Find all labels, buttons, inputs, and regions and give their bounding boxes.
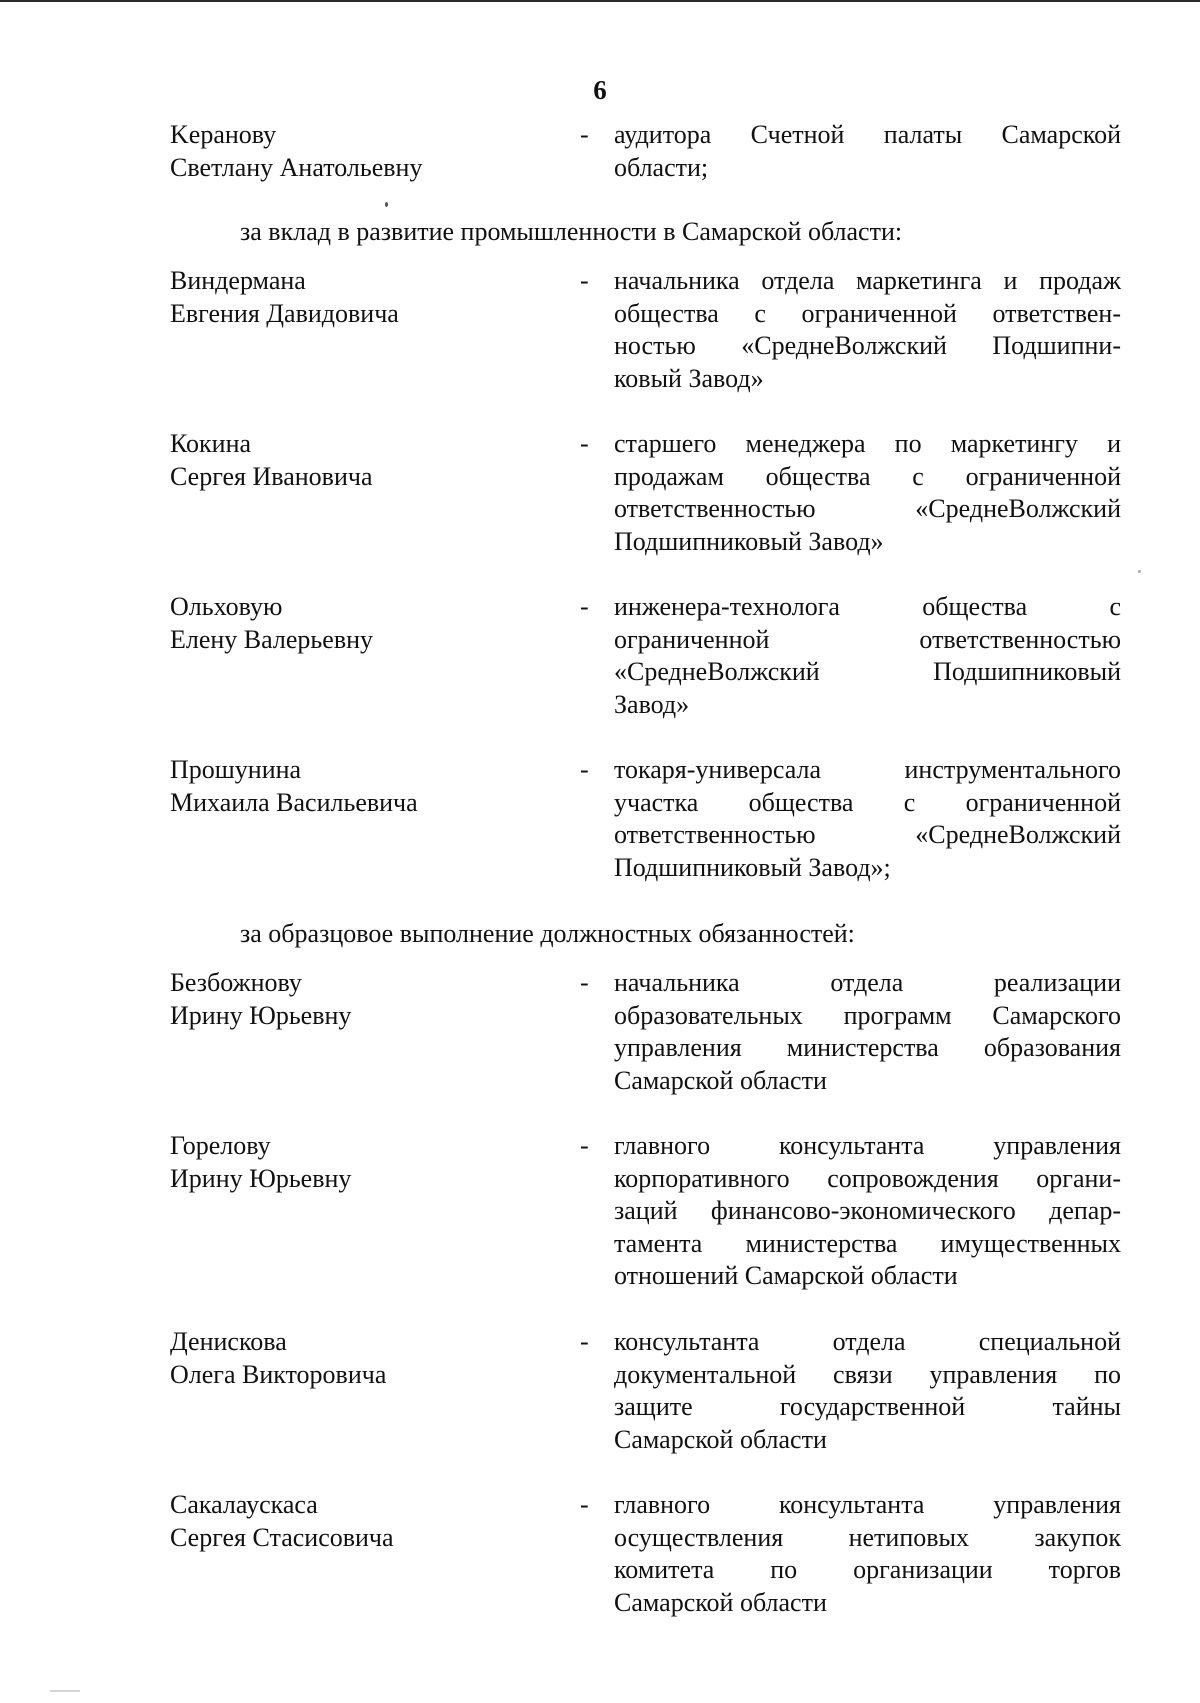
position-line: ностью «СреднеВолжский Подшипни-: [614, 331, 1121, 360]
position-line: общества с ограниченной ответствен-: [614, 298, 1121, 328]
position-line: образовательных программ Самарского: [614, 1000, 1121, 1030]
position-line: комитета по организации торгов: [614, 1555, 1121, 1584]
person-position: [614, 591, 1121, 721]
position-line: главного консультанта управления: [614, 1131, 1121, 1160]
position-line: осуществления нетиповых закупок: [614, 1522, 1121, 1552]
position-line: продажам общества с ограниченной: [614, 461, 1121, 491]
given-names: Сергея Стасисовича: [170, 1522, 394, 1552]
section-heading: за вклад в развитие промышленности в Самарской области:: [240, 217, 903, 246]
position-line: Самарской области: [614, 1587, 827, 1617]
given-names: Ирину Юрьевну: [170, 1163, 352, 1193]
person-name: [170, 967, 570, 1032]
position-line: начальника отдела маркетинга и продаж: [614, 266, 1121, 295]
given-names: Олега Викторовича: [170, 1359, 387, 1389]
given-names: Сергея Ивановича: [170, 461, 373, 491]
person-name: [170, 591, 570, 656]
position-line: отношений Самарской области: [614, 1261, 958, 1290]
position-line: Самарской области: [614, 1424, 827, 1454]
position-line: консультанта отдела специальной: [614, 1327, 1121, 1356]
scan-speck: [50, 1690, 80, 1692]
person-name: [170, 1130, 570, 1195]
position-line: старшего менеджера по маркетингу и: [614, 429, 1121, 458]
position-line: заций финансово-экономического депар-: [614, 1196, 1121, 1225]
position-line: ковый Завод»: [614, 363, 764, 393]
given-names: Ирину Юрьевну: [170, 1000, 352, 1030]
page-number: 6: [593, 75, 607, 105]
person-position: [614, 754, 1121, 884]
person-name: [170, 428, 570, 493]
dash-separator: -: [580, 968, 589, 997]
surname: Безбожнову: [170, 968, 302, 997]
position-line: Подшипниковый Завод»;: [614, 852, 891, 882]
person-name: [170, 754, 570, 819]
position-line: главного консультанта управления: [614, 1490, 1121, 1519]
position-line: ограниченной ответственностью: [614, 624, 1121, 654]
position-line: участка общества с ограниченной: [614, 787, 1121, 817]
surname: Виндермана: [170, 266, 306, 295]
dash-separator: -: [580, 1131, 589, 1160]
person-position: [614, 1326, 1121, 1456]
dash-separator: -: [580, 592, 589, 621]
scan-speck: [1138, 570, 1141, 573]
scan-speck: [385, 202, 388, 207]
position-line: токаря-универсала инструментального: [614, 755, 1121, 784]
position-line: Завод»: [614, 689, 690, 719]
given-names: Светлану Анатольевну: [170, 152, 423, 182]
person-position: [614, 1489, 1121, 1619]
dash-separator: -: [580, 120, 589, 149]
person-name: [170, 1489, 570, 1554]
surname: Keранову: [170, 120, 277, 149]
dash-separator: -: [580, 1490, 589, 1519]
surname: Ольховую: [170, 592, 283, 621]
position-line: корпоративного сопровождения органи-: [614, 1163, 1121, 1193]
person-position: [614, 967, 1121, 1097]
position-line: документальной связи управления по: [614, 1359, 1121, 1389]
position-line: управления министерства образования: [614, 1033, 1121, 1062]
position-line: Самарской области: [614, 1065, 827, 1095]
surname: Сакалаускаса: [170, 1490, 318, 1519]
position-line: тамента министерства имущественных: [614, 1228, 1121, 1258]
given-names: Елену Валерьевну: [170, 624, 374, 654]
position-line: защите государственной тайны: [614, 1392, 1121, 1421]
position-line: ответственностью «СреднеВолжский: [614, 494, 1121, 523]
position-line: области;: [614, 152, 709, 182]
dash-separator: -: [580, 755, 589, 784]
position-line: начальника отдела реализации: [614, 968, 1121, 997]
surname: Кокина: [170, 429, 252, 458]
person-position: [614, 1130, 1121, 1293]
surname: Денискова: [170, 1327, 287, 1356]
person-position: [614, 428, 1121, 558]
person-position: [614, 265, 1121, 395]
given-names: Михаила Васильевича: [170, 787, 418, 817]
person-name: [170, 1326, 570, 1391]
position-line: инженера-технолога общества с: [614, 592, 1121, 621]
given-names: Евгения Давидовича: [170, 298, 399, 328]
dash-separator: -: [580, 266, 589, 295]
position-line: Подшипниковый Завод»: [614, 526, 884, 556]
section-heading: за образцовое выполнение должностных обязанностей:: [240, 919, 855, 948]
position-line: ответственностью «СреднеВолжский: [614, 820, 1121, 849]
position-line: «СреднеВолжский Подшипниковый: [614, 657, 1121, 686]
person-name: [170, 265, 570, 330]
surname: Прошунина: [170, 755, 302, 784]
dash-separator: -: [580, 1327, 589, 1356]
position-line: аудитора Счетной палаты Самарской: [614, 120, 1121, 149]
dash-separator: -: [580, 429, 589, 458]
surname: Горелову: [170, 1131, 271, 1160]
person-position: [614, 119, 1121, 184]
person-name: [170, 119, 570, 184]
